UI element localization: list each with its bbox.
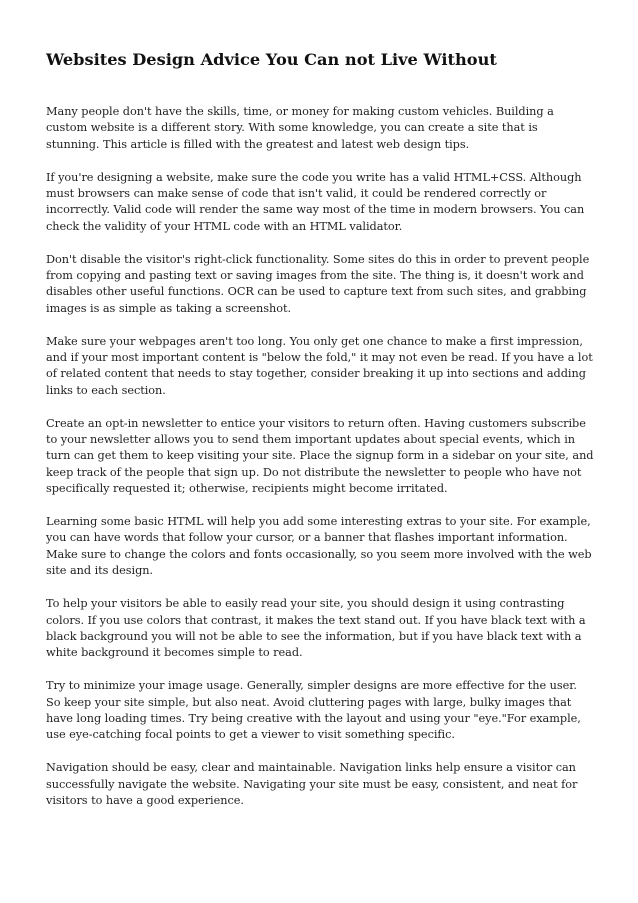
paragraph-2: If you're designing a website, make sure the code you write has a valid HTML+CSS. Although must browsers can make sense of code that isn't valid, it could be rendered correctly or incorrectly. Valid code will render the same way most of the time in modern browsers. You can check the validity of your HTML code with an HTML validator. xyxy=(46,170,585,233)
paragraph-6: Learning some basic HTML will help you add some interesting extras to your site. For example, you can have words that follow your cursor, or a banner that flashes important information. Make sure to change the colors and fonts occasionally, so you seem more involved with the web site and its design. xyxy=(46,515,592,578)
paragraph-9: Navigation should be easy, clear and maintainable. Navigation links help ensure a visitor can successfully navigate the website. Navigating your site must be easy, consistent, and neat for visitors to have a good experience. xyxy=(46,761,578,807)
paragraph-7: To help your visitors be able to easily read your site, you should design it using contrasting colors. If you use colors that contrast, it makes the text stand out. If you have black text with a black background you will not be able to see the information, but if you have black text with a white background it becomes simple to read. xyxy=(46,597,586,660)
paragraph-4: Make sure your webpages aren't too long. You only get one chance to make a first impression, and if your most important content is "below the fold," it may not even be read. If you have a lot of related content that needs to stay together, consider breaking it up into sections and adding links to each section. xyxy=(46,334,593,397)
document-page xyxy=(46,48,594,826)
document-title: Websites Design Advice You Can not Live Without xyxy=(46,50,497,69)
paragraph-1: Many people don't have the skills, time, or money for making custom vehicles. Building a custom website is a different story. With some knowledge, you can create a site that is stunning. This article is filled with the greatest and latest web design tips. xyxy=(46,105,554,151)
paragraph-5: Create an opt-in newsletter to entice your visitors to return often. Having customers subscribe to your newsletter allows you to send them important updates about special events, which in turn can get them to keep visiting your site. Place the signup form in a sidebar on your site, and keep track of the people that sign up. Do not distribute the newsletter to people who have not specifically requested it; otherwise, recipients might become irritated. xyxy=(46,416,594,496)
paragraph-8: Try to minimize your image usage. Generally, simpler designs are more effective for the user. So keep your site simple, but also neat. Avoid cluttering pages with large, bulky images that have long loading times. Try being creative with the layout and using your "eye."For example, use eye-catching focal points to get a viewer to visit something specific. xyxy=(46,679,581,742)
paragraph-3: Don't disable the visitor's right-click functionality. Some sites do this in order to prevent people from copying and pasting text or saving images from the site. The thing is, it doesn't work and disables other useful functions. OCR can be used to capture text from such sites, and grabbing images is as simple as taking a screenshot. xyxy=(46,252,590,315)
